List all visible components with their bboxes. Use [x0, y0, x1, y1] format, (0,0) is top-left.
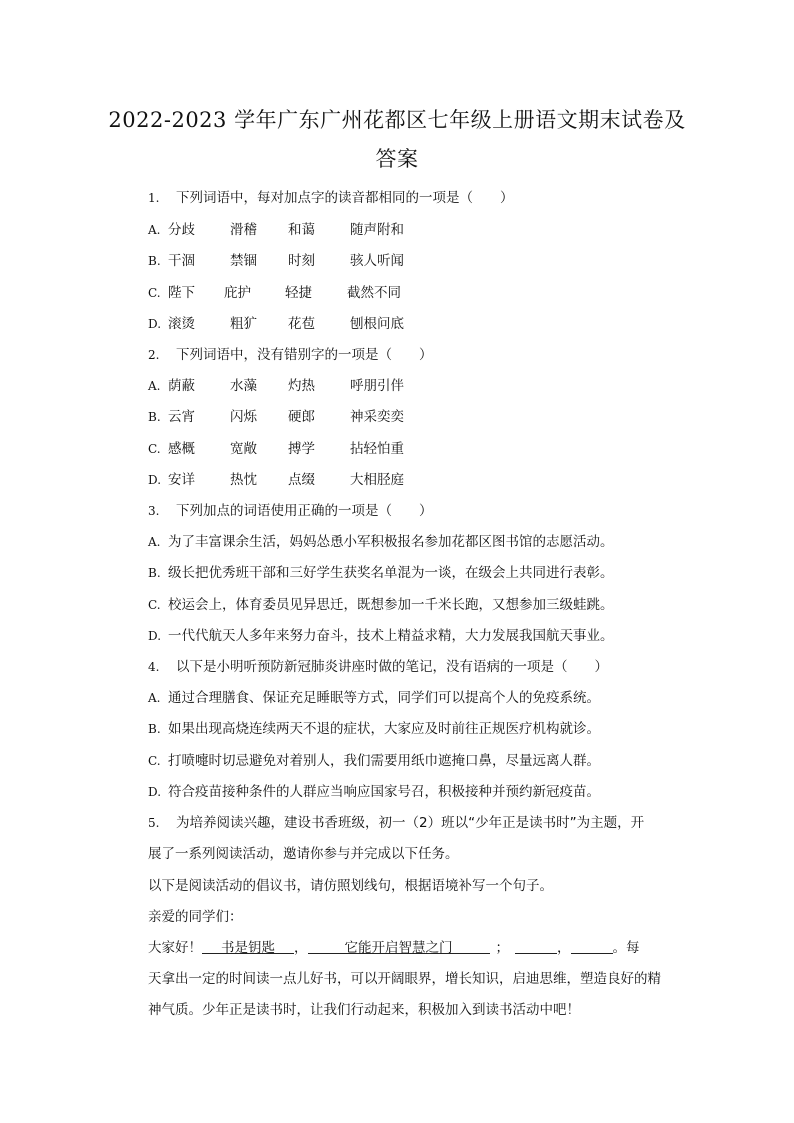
option-text: 符合疫苗接种条件的人群应当响应国家号召，积极接种并预约新冠疫苗。	[168, 784, 600, 800]
option-word: 灼热	[288, 378, 315, 394]
semicolon: ；	[495, 940, 509, 956]
option-text: 校运会上，体育委员见异思迁，既想参加一千米长跑，又想参加三级蛙跳。	[168, 597, 614, 613]
option-word: 时刻	[288, 253, 315, 269]
option-word: 点缀	[288, 472, 315, 488]
letter-paragraph-line3: 神气质。少年正是读书时，让我们行动起来，积极加入到读书活动中吧！	[148, 1002, 580, 1018]
question-instruction: 以下是阅读活动的倡议书，请仿照划线句，根据语境补写一个句子。	[148, 878, 553, 894]
option-letter: B.	[148, 722, 161, 736]
option-word: 大相胫庭	[350, 472, 404, 488]
question-number: 1.	[148, 191, 160, 205]
comma: ，	[557, 940, 571, 956]
option-word: 花苞	[288, 316, 315, 332]
option-word: 禁锢	[230, 253, 257, 269]
letter-greeting: 亲爱的同学们：	[148, 909, 243, 925]
q4-option-a	[148, 686, 600, 706]
q2-option-b	[148, 405, 404, 425]
paragraph-tail: 。每	[612, 940, 640, 956]
option-word: 热忱	[230, 472, 257, 488]
option-word: 轻捷	[285, 285, 312, 301]
question-4	[148, 655, 608, 675]
q4-option-d	[148, 780, 600, 800]
q2-option-d	[148, 468, 404, 488]
option-word: 刨根问底	[350, 316, 404, 332]
answer-blank-1[interactable]	[515, 936, 557, 954]
option-word: 随声附和	[350, 222, 404, 238]
question-stem: 下列词语中，没有错别字的一项是（ ）	[176, 347, 433, 363]
underlined-phrase-2: 它能开启智慧之门	[308, 936, 490, 954]
option-word: 神采奕奕	[350, 409, 404, 425]
question-number: 4.	[148, 660, 160, 674]
question-2	[148, 343, 433, 363]
option-word: 滚烫	[168, 316, 195, 332]
option-text: 如果出现高烧连续两天不退的症状，大家应及时前往正规医疗机构就诊。	[168, 721, 600, 737]
option-word: 宽敞	[230, 441, 257, 457]
q1-option-c	[148, 281, 401, 301]
option-text: 一代代航天人多年来努力奋斗，技术上精益求精，大力发展我国航天事业。	[168, 628, 614, 644]
option-word: 荫蔽	[168, 378, 195, 394]
option-letter: D.	[148, 317, 162, 331]
option-word: 陛下	[168, 285, 195, 301]
option-letter: D.	[148, 785, 162, 799]
letter-paragraph-line2: 天拿出一定的时间读一点儿好书，可以开阔眼界，增长知识，启迪思维，塑造良好的精	[148, 971, 661, 987]
q3-option-d	[148, 624, 614, 644]
answer-blank-2[interactable]	[571, 936, 613, 954]
option-letter: B.	[148, 254, 161, 268]
q2-option-a	[148, 374, 404, 394]
option-word: 闪烁	[230, 409, 257, 425]
q3-option-a	[148, 530, 614, 550]
option-text: 通过合理膳食、保证充足睡眠等方式，同学们可以提高个人的免疫系统。	[168, 690, 600, 706]
option-text: 为了丰富课余生活，妈妈怂恿小军积极报名参加花都区图书馆的志愿活动。	[168, 534, 614, 550]
option-letter: C.	[148, 442, 161, 456]
q1-option-b	[148, 249, 404, 269]
underlined-phrase-1: 书是钥匙	[202, 936, 294, 954]
option-letter: B.	[148, 410, 161, 424]
option-word: 感概	[168, 441, 195, 457]
option-letter: A.	[148, 223, 161, 237]
option-word: 截然不同	[347, 285, 401, 301]
option-letter: C.	[148, 598, 161, 612]
question-stem: 下列词语中，每对加点字的读音都相同的一项是（ ）	[176, 190, 514, 206]
option-letter: A.	[148, 535, 161, 549]
option-word: 分歧	[168, 222, 195, 238]
option-letter: D.	[148, 629, 162, 643]
option-word: 水藻	[230, 378, 257, 394]
letter-paragraph-line1	[148, 936, 678, 956]
option-word: 粗犷	[230, 316, 257, 332]
question-1	[148, 186, 514, 206]
question-number: 3.	[148, 504, 160, 518]
option-letter: C.	[148, 754, 161, 768]
option-text: 级长把优秀班干部和三好学生获奖名单混为一谈，在级会上共同进行表彰。	[168, 565, 614, 581]
q4-option-c	[148, 749, 600, 769]
question-number: 5.	[148, 816, 160, 830]
paragraph-start: 大家好！	[148, 940, 202, 956]
question-3	[148, 499, 433, 519]
q2-option-c	[148, 437, 404, 457]
option-word: 庇护	[224, 285, 251, 301]
option-word: 安详	[168, 472, 195, 488]
q3-option-c	[148, 593, 614, 613]
question-number: 2.	[148, 348, 160, 362]
option-word: 干涸	[168, 253, 195, 269]
question-stem: 以下是小明听预防新冠肺炎讲座时做的笔记，没有语病的一项是（ ）	[176, 659, 608, 675]
option-word: 硬郎	[288, 409, 315, 425]
question-stem-line1: 为培养阅读兴趣，建设书香班级，初一（2）班以“少年正是读书时”为主题，开	[176, 815, 645, 831]
option-word: 搏学	[288, 441, 315, 457]
document-title-line1: 2022-2023 学年广东广州花都区七年级上册语文期末试卷及	[108, 108, 686, 132]
option-word: 滑稽	[230, 222, 257, 238]
q4-option-b	[148, 717, 600, 737]
document-title-line2: 答案	[375, 147, 419, 171]
option-word: 云宵	[168, 409, 195, 425]
option-letter: D.	[148, 473, 162, 487]
option-letter: A.	[148, 691, 161, 705]
option-word: 和蔼	[288, 222, 315, 238]
comma: ，	[294, 940, 308, 956]
question-stem-line2: 展了一系列阅读活动，邀请你参与并完成以下任务。	[148, 846, 459, 862]
option-word: 呼朋引伴	[350, 378, 404, 394]
q1-option-a	[148, 218, 404, 238]
option-text: 打喷嚏时切忌避免对着别人，我们需要用纸巾遮掩口鼻，尽量远离人群。	[168, 753, 600, 769]
option-letter: A.	[148, 379, 161, 393]
q1-option-d	[148, 312, 404, 332]
q3-option-b	[148, 561, 614, 581]
option-letter: C.	[148, 286, 161, 300]
option-letter: B.	[148, 566, 161, 580]
question-5	[148, 811, 678, 831]
option-word: 骇人听闻	[350, 253, 404, 269]
question-stem: 下列加点的词语使用正确的一项是（ ）	[176, 503, 433, 519]
option-word: 拈轻怕重	[350, 441, 404, 457]
